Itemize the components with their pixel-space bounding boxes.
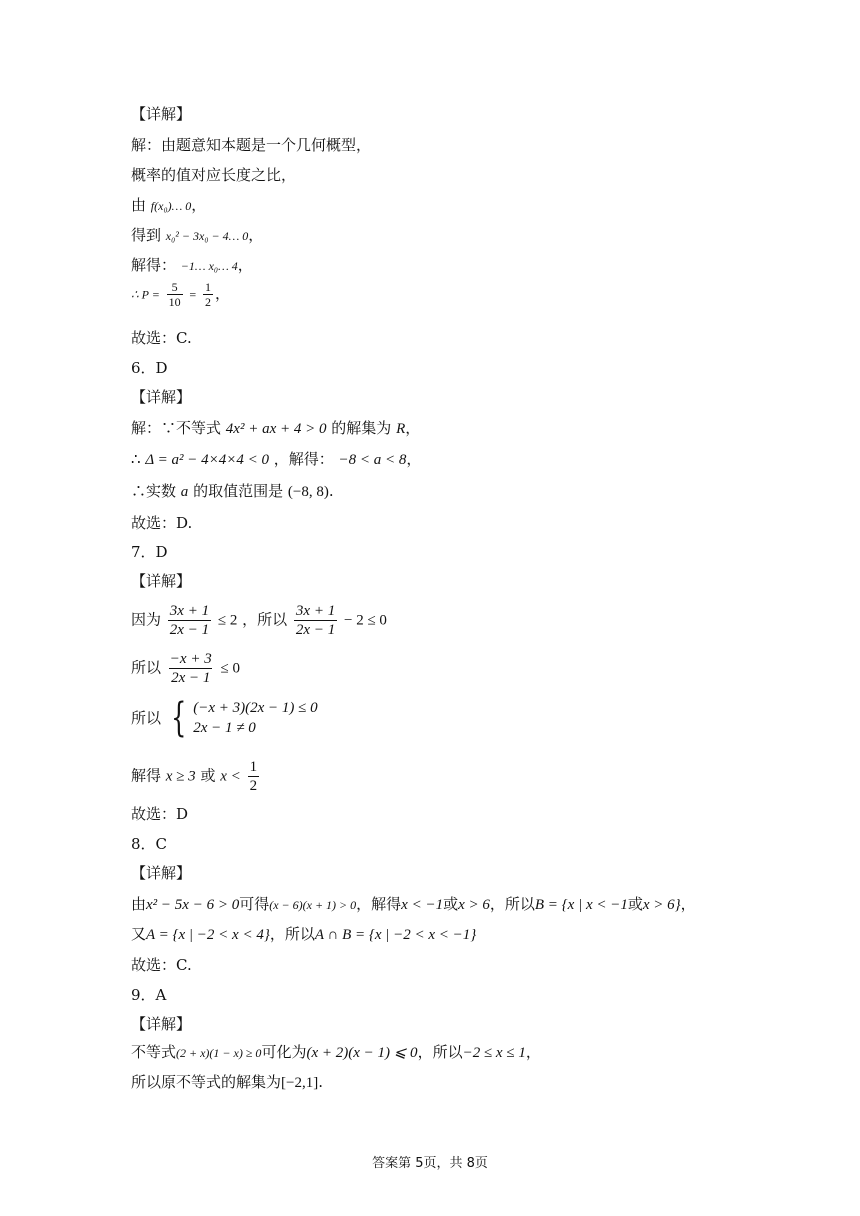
text: ， (525, 1043, 541, 1061)
equals-sign: = (189, 287, 197, 302)
text: ，所以 (269, 925, 315, 943)
solution-line (131, 195, 206, 216)
text: ，所以 (242, 610, 288, 629)
denominator: 2x − 1 (169, 622, 210, 638)
solution-line (131, 650, 240, 687)
text: ， (248, 226, 264, 244)
math-expression: [−2,1] (281, 1075, 319, 1091)
solution-line (131, 894, 696, 915)
solution-line (131, 255, 253, 276)
text: 解得： (131, 256, 177, 274)
text: 可化为 (261, 1043, 307, 1061)
section-heading: 【详解】 (131, 864, 192, 882)
solution-line (131, 924, 476, 945)
text: ， (406, 450, 422, 468)
math-expression: − 2 ≤ 0 (343, 612, 387, 629)
text: 不等式 (131, 1043, 177, 1061)
math-expression: (2 + x)(1 − x) ≥ 0 (176, 1046, 262, 1060)
text: 或 (443, 895, 459, 913)
question-number: 7．D (131, 543, 168, 561)
denominator: 2 (249, 778, 258, 794)
text: ， (405, 419, 421, 437)
fraction (168, 602, 211, 639)
math-expression: x < (220, 768, 241, 785)
math-expression: x₀² − 3x₀ − 4… 0 (165, 229, 249, 243)
math-expression: (x + 2)(x − 1) ⩽ 0 (306, 1045, 418, 1061)
math-expression: R (396, 421, 406, 437)
solution-line (131, 1042, 541, 1063)
text: ，解得 (356, 895, 402, 913)
denominator: 10 (168, 295, 181, 309)
solution-line (131, 758, 261, 795)
section-heading: 【详解】 (131, 1015, 192, 1033)
math-expression: −8 < a < 8 (338, 452, 407, 468)
text: 解：∵不等式 (131, 419, 222, 437)
page-footer: 答案第 5页，共 8页 (372, 1156, 488, 1171)
math-expression: A ∩ B = {x | −2 < x < −1} (314, 927, 477, 943)
solution-line (131, 280, 230, 309)
solution-line: 解：由题意知本题是一个几何概型， (131, 136, 372, 154)
text: 所以 (131, 658, 162, 677)
section-heading: 【详解】 (131, 105, 192, 123)
solution-line (131, 481, 334, 502)
solution-line: 故选：D (131, 805, 189, 823)
text: 所以原不等式的解集为 (131, 1073, 282, 1091)
text: ，解得： (273, 450, 334, 468)
text: ， (214, 284, 230, 303)
text: 又 (131, 925, 147, 943)
math-expression: x ≥ 3 (165, 768, 196, 785)
solution-line (131, 418, 420, 439)
denominator: 2 (204, 295, 211, 309)
math-expression: x > 6} (642, 897, 681, 913)
text: 由 (131, 196, 147, 214)
text: ， (680, 895, 696, 913)
text: . (328, 482, 334, 500)
math-expression: ≤ 2 (217, 612, 238, 629)
numerator: 1 (249, 759, 258, 775)
equation-system (166, 695, 318, 741)
math-expression: Δ = a² − 4×4×4 < 0 (145, 452, 269, 468)
fraction (167, 280, 183, 309)
fraction (168, 650, 214, 687)
text: 由 (131, 895, 147, 913)
question-number: 6．D (131, 359, 168, 377)
text: 因为 (131, 610, 162, 629)
math-expression: (x − 6)(x + 1) > 0 (269, 898, 357, 912)
question-number: 8．C (131, 835, 168, 853)
solution-line (131, 602, 387, 639)
solution-line: 故选：C. (131, 956, 192, 974)
solution-line: 故选：C. (131, 329, 192, 347)
math-expression: x > 6 (458, 897, 490, 913)
solution-line: 故选：D. (131, 514, 193, 532)
text: ， (237, 256, 253, 274)
numerator: 3x + 1 (169, 603, 210, 619)
text: 或 (627, 895, 643, 913)
fraction (294, 602, 337, 639)
math-expression: (−8, 8) (287, 484, 329, 500)
math-expression: ∴ P = (131, 287, 160, 302)
solution-line (131, 1072, 323, 1093)
math-expression: x < −1 (401, 897, 444, 913)
math-expression: ≤ 0 (220, 660, 240, 677)
text: 解得 (131, 766, 162, 785)
math-expression: 4x² + ax + 4 > 0 (225, 421, 327, 437)
text: 或 (200, 766, 216, 785)
numerator: −x + 3 (169, 651, 212, 667)
numerator: 3x + 1 (295, 603, 336, 619)
text: ，所以 (417, 1043, 463, 1061)
math-expression: x² − 5x − 6 > 0 (146, 897, 240, 913)
solution-line (131, 695, 318, 741)
text: ∴ (131, 450, 141, 468)
text: ∴实数 (131, 482, 177, 500)
numerator: 5 (171, 280, 178, 294)
section-heading: 【详解】 (131, 388, 192, 406)
left-brace-icon: { (170, 695, 187, 741)
system-row: 2x − 1 ≠ 0 (193, 720, 256, 736)
text: 的取值范围是 (193, 482, 284, 500)
text: 得到 (131, 226, 162, 244)
denominator: 2x − 1 (295, 622, 336, 638)
text: 所以 (131, 709, 162, 727)
solution-line (131, 449, 421, 470)
solution-line (131, 225, 263, 246)
text: . (318, 1073, 323, 1091)
math-expression: A = {x | −2 < x < 4} (146, 927, 270, 943)
fraction (248, 758, 260, 795)
numerator: 1 (204, 280, 211, 294)
math-expression: f(x₀)… 0 (150, 199, 192, 213)
denominator: 2x − 1 (171, 670, 211, 686)
section-heading: 【详解】 (131, 572, 192, 590)
math-expression: −1… x₀… 4 (180, 259, 238, 273)
fraction (203, 280, 213, 309)
text: ， (191, 196, 207, 214)
math-expression: a (180, 484, 189, 500)
solution-line: 概率的值对应长度之比， (131, 166, 297, 184)
math-expression: −2 ≤ x ≤ 1 (462, 1045, 526, 1061)
math-expression: B = {x | x < −1 (534, 897, 628, 913)
text: ，所以 (489, 895, 535, 913)
system-row: (−x + 3)(2x − 1) ≤ 0 (193, 700, 318, 716)
text: 的解集为 (331, 419, 392, 437)
text: 可得 (239, 895, 270, 913)
question-number: 9．A (131, 986, 167, 1004)
